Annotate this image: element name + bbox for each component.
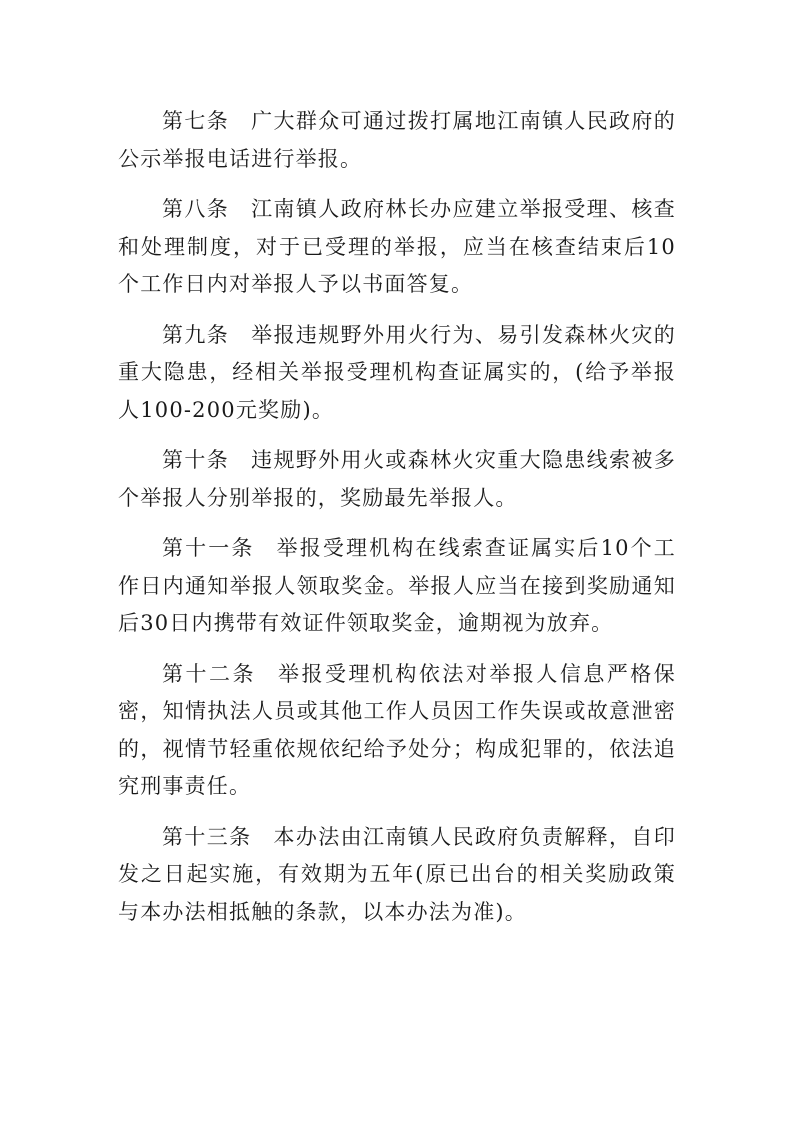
article-10 (118, 442, 676, 517)
article-text: 违规野外用火或森林火灾重大隐患线索被多个举报人分别举报的，奖励最先举报人。 (118, 448, 676, 510)
article-9 (118, 317, 676, 430)
article-text: 江南镇人政府林长办应建立举报受理、核查和处理制度，对于已受理的举报，应当在核查结束后10个工作日内对举报人予以书面答复。 (118, 197, 676, 296)
article-text: 举报违规野外用火行为、易引发森林火灾的重大隐患，经相关举报受理机构查证属实的，(给予举报人100-200元奖励)。 (118, 322, 676, 422)
article-7 (118, 103, 676, 178)
article-text: 广大群众可通过拨打属地江南镇人民政府的公示举报电话进行举报。 (118, 109, 676, 171)
article-number: 第七条 (162, 109, 230, 133)
article-text: 举报受理机构在线索查证属实后10个工作日内通知举报人领取奖金。举报人应当在接到奖励通知后30日内携带有效证件领取奖金，逾期视为放弃。 (118, 536, 676, 635)
article-8 (118, 191, 676, 304)
article-number: 第十二条 (162, 661, 256, 686)
article-number: 第十一条 (162, 536, 255, 560)
article-11 (118, 530, 676, 643)
article-12 (118, 656, 676, 806)
article-text: 本办法由江南镇人民政府负责解释，自印发之日起实施，有效期为五年(原已出台的相关奖励政策与本办法相抵触的条款，以本办法为准)。 (118, 824, 676, 924)
article-text: 举报受理机构依法对举报人信息严格保密，知情执法人员或其他工作人员因工作失误或故意泄密的，视情节轻重依规依纪给予处分；构成犯罪的，依法追究刑事责任。 (118, 661, 676, 798)
document-page (118, 103, 676, 944)
article-number: 第九条 (162, 322, 230, 347)
article-number: 第十条 (162, 448, 230, 472)
article-13 (118, 819, 676, 932)
article-number: 第十三条 (162, 824, 252, 849)
article-number: 第八条 (162, 197, 230, 221)
